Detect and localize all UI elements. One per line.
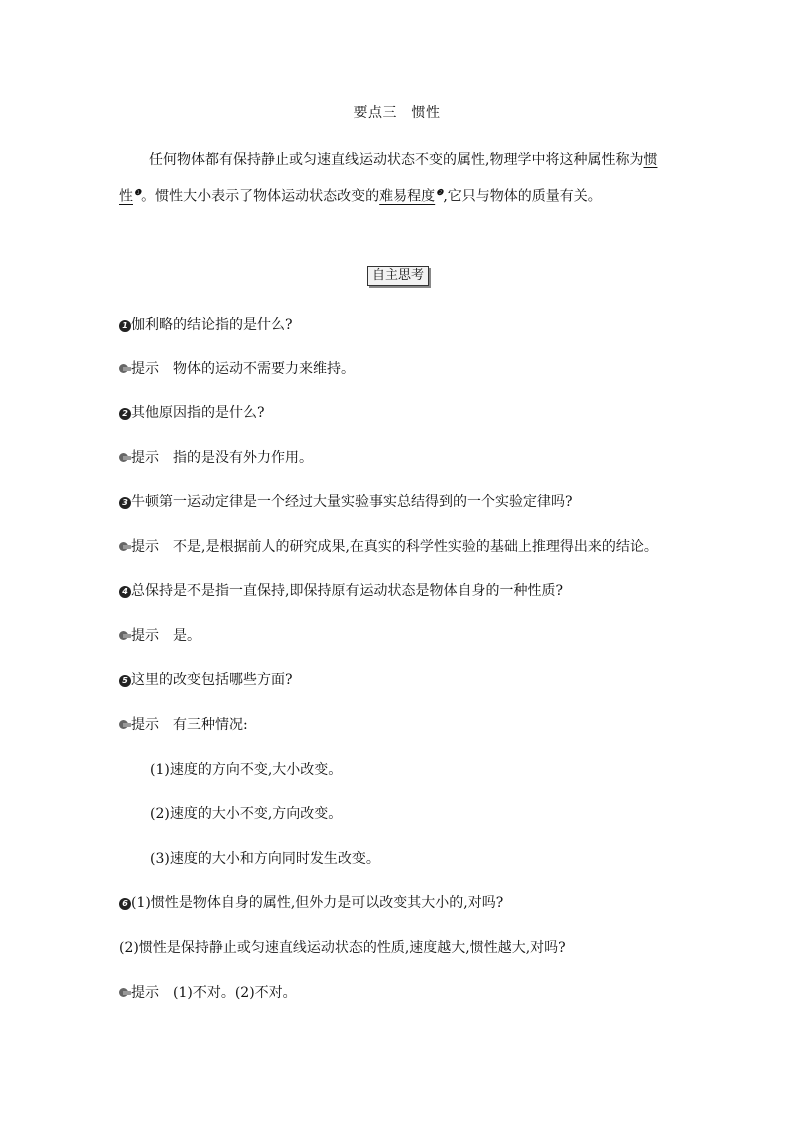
hint-label: 提示 [131,628,159,644]
hint-label: 提示 [131,539,159,555]
question-1 [119,314,719,334]
question-2 [119,402,719,422]
hint-5-case-2: (2)速度的大小不变,方向改变。 [150,806,343,822]
question-6 [119,892,719,912]
hint-text: (1)不对。(2)不对。 [173,985,297,1001]
hint-icon [119,452,131,462]
hint-6 [119,982,719,1002]
question-text: 这里的改变包括哪些方面? [131,672,293,688]
question-text: 总保持是不是指一直保持,即保持原有运动状态是物体自身的一种性质? [131,583,563,599]
question-number-icon: 4 [119,586,131,598]
hint-text: 有三种情况: [173,717,248,733]
question-text: (1)惯性是物体自身的属性,但外力是可以改变其大小的,对吗? [131,895,504,911]
question-number-icon: 1 [119,320,131,332]
question-text: 伽利略的结论指的是什么? [131,317,293,333]
self-thinking-label: 自主思考 [367,266,429,286]
question-number-icon: 2 [119,408,131,420]
hint-text: 物体的运动不需要力来维持。 [173,361,355,377]
hint-5 [119,714,719,734]
hint-text: 指的是没有外力作用。 [173,450,313,466]
hint-text: 不是,是根据前人的研究成果,在真实的科学性实验的基础上推理得出来的结论。 [173,539,658,555]
question-6-part-2: (2)惯性是保持静止或匀速直线运动状态的性质,速度越大,惯性越大,对吗? [119,940,566,956]
question-5 [119,669,719,689]
hint-5-case-3: (3)速度的大小和方向同时发生改变。 [150,851,380,867]
hint-label: 提示 [131,450,159,466]
question-number-icon: 5 [119,675,131,687]
hint-icon [119,987,131,997]
hint-4 [119,625,719,645]
para-text-1: 任何物体都有保持静止或匀速直线运动状态不变的属性,物理学中将这种属性称为 [149,152,644,168]
term-difficulty: 难易程度 [379,188,436,205]
para-text-2: 。惯性大小表示了物体运动状态改变的 [141,188,380,205]
hint-1 [119,358,719,378]
hint-text: 是。 [173,628,201,644]
term-inertia-b: 性 [119,188,133,205]
question-text: 其他原因指的是什么? [131,405,265,421]
question-3 [119,491,719,511]
question-4 [119,580,719,600]
hint-label: 提示 [131,361,159,377]
hint-3 [119,536,719,556]
note-marker-1: ❶ [134,187,142,197]
hint-icon [119,630,131,640]
hint-icon [119,719,131,729]
term-inertia-a: 惯 [643,152,658,168]
hint-5-case-1: (1)速度的方向不变,大小改变。 [150,762,343,778]
hint-2 [119,447,719,467]
question-number-icon: 3 [119,497,131,509]
section-title: 要点三 惯性 [353,105,441,121]
note-marker-2: ❷ [436,187,444,197]
question-text: 牛顿第一运动定律是一个经过大量实验事实总结得到的一个实验定律吗? [131,494,573,510]
intro-paragraph [119,144,679,213]
para-text-3: ,它只与物体的质量有关。 [443,188,602,205]
hint-icon [119,363,131,373]
question-number-icon: 6 [119,898,131,910]
hint-label: 提示 [131,985,159,1001]
hint-label: 提示 [131,717,159,733]
hint-icon [119,541,131,551]
